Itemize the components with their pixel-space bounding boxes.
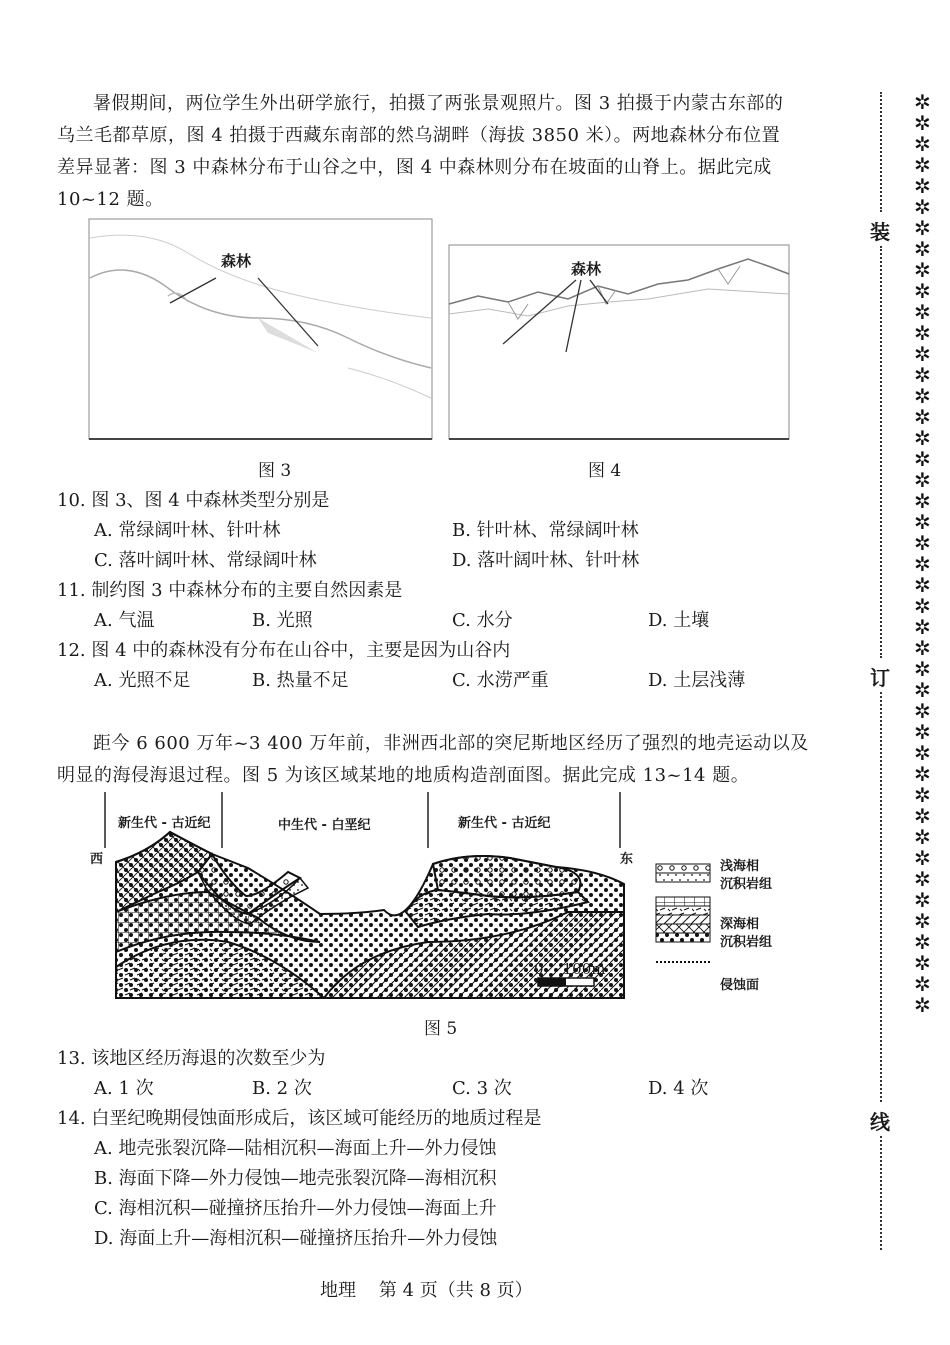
intro-line: 明显的海侵海退过程。图 5 为该区域某地的地质构造剖面图。据此完成 13~14 题。 <box>57 765 750 786</box>
west-label: 西 <box>90 852 104 867</box>
question-12-option-c[interactable]: C. 水涝严重 <box>452 670 549 691</box>
figure-4-caption: 图 4 <box>588 461 622 481</box>
binding-mark-bottom: 线 <box>870 1110 890 1134</box>
intro-line: 乌兰毛都草原，图 4 拍摄于西藏东南部的然乌湖畔（海拔 3850 米）。两地森林分布位置 <box>57 125 781 146</box>
intro-paragraph-1 <box>57 88 837 216</box>
figure-3-caption: 图 3 <box>258 461 292 481</box>
figure-3-photo <box>88 218 433 440</box>
question-13-option-a[interactable]: A. 1 次 <box>94 1078 154 1099</box>
question-14-option-a[interactable]: A. 地壳张裂沉降—陆相沉积—海面上升—外力侵蚀 <box>94 1138 497 1159</box>
question-11-option-a[interactable]: A. 气温 <box>94 610 155 631</box>
figure-4-photo <box>448 244 790 440</box>
question-10-option-d[interactable]: D. 落叶阔叶林、针叶林 <box>452 550 640 571</box>
figure-4-forest-label: 森林 <box>571 260 602 278</box>
question-14-option-d[interactable]: D. 海面上升—海相沉积—碰撞挤压抬升—外力侵蚀 <box>94 1228 498 1249</box>
question-14-option-b[interactable]: B. 海面下降—外力侵蚀—地壳张裂沉降—海相沉积 <box>94 1168 497 1189</box>
period-label-left: 新生代 - 古近纪 <box>118 816 211 831</box>
question-10-option-a[interactable]: A. 常绿阔叶林、针叶林 <box>94 520 281 541</box>
legend-deep-line: 沉积岩组 <box>720 935 773 950</box>
intro-line: 10~12 题。 <box>57 189 164 210</box>
intro-line: 差异显著：图 3 中森林分布于山谷之中，图 4 中森林则分布在坡面的山脊上。据此完成 <box>57 157 772 178</box>
question-13-option-b[interactable]: B. 2 次 <box>252 1078 312 1099</box>
question-13-stem: 13. 该地区经历海退的次数至少为 <box>57 1048 326 1069</box>
legend-shallow-line: 沉积岩组 <box>720 877 773 892</box>
figure-3-forest-label: 森林 <box>221 252 252 270</box>
question-10-option-c[interactable]: C. 落叶阔叶林、常绿阔叶林 <box>94 550 317 571</box>
figure-5-caption: 图 5 <box>424 1019 458 1039</box>
question-11-stem: 11. 制约图 3 中森林分布的主要自然因素是 <box>57 580 403 601</box>
figure-4 <box>448 244 790 440</box>
question-13-option-d[interactable]: D. 4 次 <box>648 1078 709 1099</box>
intro-line: 暑假期间，两位学生外出研学旅行，拍摄了两张景观照片。图 3 拍摄于内蒙古东部的 <box>93 93 784 114</box>
legend-shallow-line: 浅海相 <box>720 859 760 874</box>
binding-dotted-line <box>880 692 882 1102</box>
period-label-middle: 中生代 - 白垩纪 <box>278 818 371 833</box>
decorative-border-icon: ✲✲✲✲✲✲✲✲✲✲✲✲✲✲✲✲✲✲✲✲✲✲✲✲✲✲✲✲✲✲✲✲✲✲✲✲✲✲✲✲✲✲✲✲ <box>914 90 931 1017</box>
question-12-option-a[interactable]: A. 光照不足 <box>94 670 191 691</box>
scale-label: 0 100m <box>534 960 606 978</box>
question-12-stem: 12. 图 4 中的森林没有分布在山谷中，主要是因为山谷内 <box>57 640 511 661</box>
binding-dotted-line <box>880 246 882 658</box>
binding-mark-top: 装 <box>870 220 890 244</box>
legend-deep-line: 深海相 <box>720 917 760 932</box>
question-13-option-c[interactable]: C. 3 次 <box>452 1078 512 1099</box>
binding-dotted-line <box>880 92 882 212</box>
question-12-option-b[interactable]: B. 热量不足 <box>252 670 349 691</box>
figure-3 <box>88 218 433 440</box>
legend-erosion: 侵蚀面 <box>720 978 760 993</box>
question-11-option-c[interactable]: C. 水分 <box>452 610 513 631</box>
legend-shallow <box>720 858 772 894</box>
period-label-right: 新生代 - 古近纪 <box>458 816 551 831</box>
question-11-option-b[interactable]: B. 光照 <box>252 610 313 631</box>
question-12-option-d[interactable]: D. 土层浅薄 <box>648 670 746 691</box>
legend-swatches <box>654 862 714 972</box>
figure-5 <box>88 792 788 1004</box>
legend-deep <box>720 916 772 952</box>
intro-line: 距今 6 600 万年~3 400 万年前，非洲西北部的突尼斯地区经历了强烈的地壳运动以及 <box>93 733 809 754</box>
page-footer: 地理 第 4 页（共 8 页） <box>320 1280 533 1301</box>
binding-mark-middle: 订 <box>870 666 890 690</box>
question-10-option-b[interactable]: B. 针叶林、常绿阔叶林 <box>452 520 639 541</box>
intro-paragraph-2 <box>57 728 837 792</box>
binding-dotted-line <box>880 1136 882 1250</box>
question-11-option-d[interactable]: D. 土壤 <box>648 610 710 631</box>
east-label: 东 <box>620 852 634 867</box>
question-14-stem: 14. 白垩纪晚期侵蚀面形成后，该区域可能经历的地质过程是 <box>57 1108 542 1129</box>
question-14-option-c[interactable]: C. 海相沉积—碰撞挤压抬升—外力侵蚀—海面上升 <box>94 1198 497 1219</box>
question-10-stem: 10. 图 3、图 4 中森林类型分别是 <box>57 490 330 511</box>
